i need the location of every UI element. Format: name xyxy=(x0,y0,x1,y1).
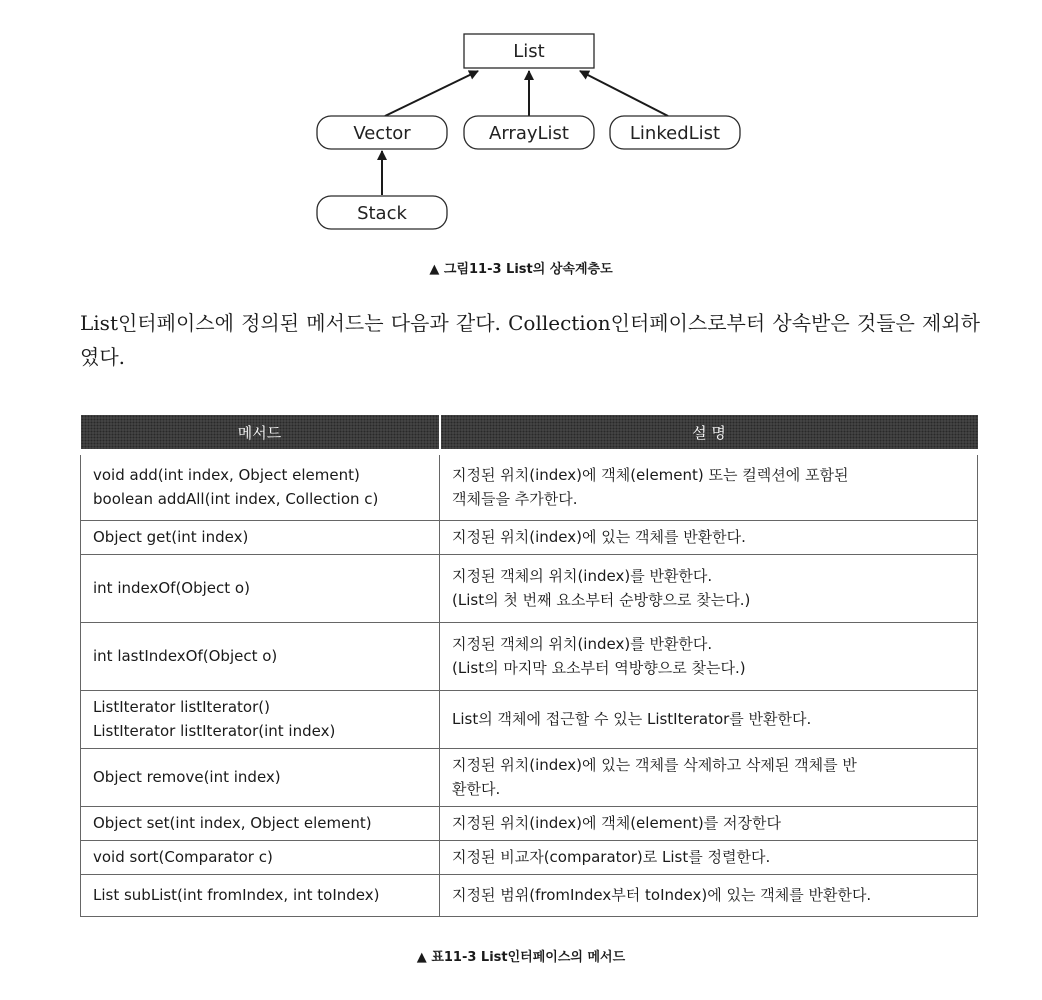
description-cell xyxy=(440,520,978,554)
method-cell xyxy=(81,840,440,874)
method-signature: int lastIndexOf(Object o) xyxy=(93,647,278,665)
node-vector-label: Vector xyxy=(353,123,411,144)
table-row xyxy=(81,806,978,840)
method-cell xyxy=(81,520,440,554)
method-description: 지정된 범위(fromIndex부터 toIndex)에 있는 객체를 반환한다. xyxy=(452,886,872,904)
table-body xyxy=(81,452,978,916)
method-signature: Object set(int index, Object element) xyxy=(93,814,372,832)
description-cell xyxy=(440,452,978,520)
table-row xyxy=(81,690,978,748)
method-description: (List의 마지막 요소부터 역방향으로 찾는다.) xyxy=(452,659,746,677)
method-description: 지정된 객체의 위치(index)를 반환한다. xyxy=(452,567,713,585)
node-arraylist-label: ArrayList xyxy=(489,123,569,144)
intro-paragraph: List인터페이스에 정의된 메서드는 다음과 같다. Collection인터페이스로부터 상속받은 것들은 제외하였다. xyxy=(80,311,980,369)
node-list-label: List xyxy=(513,41,545,62)
method-cell xyxy=(81,874,440,916)
inheritance-diagram xyxy=(0,0,1042,250)
description-cell xyxy=(440,554,978,622)
node-stack-label: Stack xyxy=(357,203,407,224)
method-signature: int indexOf(Object o) xyxy=(93,579,250,597)
method-description: List의 객체에 접근할 수 있는 ListIterator를 반환한다. xyxy=(452,710,812,728)
description-cell xyxy=(440,622,978,690)
method-signature: void add(int index, Object element) xyxy=(93,466,360,485)
method-signature: List subList(int fromIndex, int toIndex) xyxy=(93,886,380,904)
header-method: 메서드 xyxy=(81,415,440,452)
method-description: 지정된 객체의 위치(index)를 반환한다. xyxy=(452,635,713,653)
methods-table xyxy=(80,415,978,917)
table-row xyxy=(81,554,978,622)
table-row xyxy=(81,748,978,806)
figure-caption: ▲ 그림11-3 List의 상속계층도 xyxy=(429,262,613,277)
table-row xyxy=(81,452,978,520)
node-stack xyxy=(317,196,447,229)
method-cell xyxy=(81,806,440,840)
description-cell xyxy=(440,690,978,748)
edge-linkedlist-to-list xyxy=(580,71,668,116)
table-row xyxy=(81,520,978,554)
method-signature: void sort(Comparator c) xyxy=(93,848,273,866)
method-cell xyxy=(81,452,440,520)
header-description: 설 명 xyxy=(440,415,978,452)
table-row xyxy=(81,840,978,874)
table-row xyxy=(81,622,978,690)
node-list xyxy=(464,34,594,68)
method-description: 지정된 위치(index)에 있는 객체를 반환한다. xyxy=(452,528,746,546)
table-header-row xyxy=(81,415,978,452)
node-linkedlist xyxy=(610,116,740,149)
method-description: 지정된 위치(index)에 객체(element)를 저장한다 xyxy=(452,814,781,832)
node-arraylist xyxy=(464,116,594,149)
description-cell xyxy=(440,806,978,840)
method-cell xyxy=(81,554,440,622)
method-description: 지정된 비교자(comparator)로 List를 정렬한다. xyxy=(452,848,771,866)
table-caption: ▲ 표11-3 List인터페이스의 메서드 xyxy=(416,950,626,965)
description-cell xyxy=(440,748,978,806)
node-linkedlist-label: LinkedList xyxy=(629,123,721,144)
method-description: 지정된 위치(index)에 객체(element) 또는 컬렉션에 포함된 xyxy=(452,466,849,485)
method-signature: ListIterator listIterator(int index) xyxy=(93,722,336,740)
method-cell xyxy=(81,622,440,690)
method-description: 지정된 위치(index)에 있는 객체를 삭제하고 삭제된 객체를 반 xyxy=(452,756,857,774)
method-cell xyxy=(81,748,440,806)
method-signature: Object remove(int index) xyxy=(93,768,281,786)
table-row xyxy=(81,874,978,916)
method-description: 환한다. xyxy=(452,780,501,798)
method-signature: boolean addAll(int index, Collection c) xyxy=(93,490,379,509)
method-description: (List의 첫 번째 요소부터 순방향으로 찾는다.) xyxy=(452,591,751,609)
method-signature: ListIterator listIterator() xyxy=(93,698,270,716)
method-cell xyxy=(81,690,440,748)
edge-vector-to-list xyxy=(385,71,478,116)
node-vector xyxy=(317,116,447,149)
description-cell xyxy=(440,840,978,874)
method-description: 객체들을 추가한다. xyxy=(452,490,578,509)
method-signature: Object get(int index) xyxy=(93,528,249,546)
description-cell xyxy=(440,874,978,916)
